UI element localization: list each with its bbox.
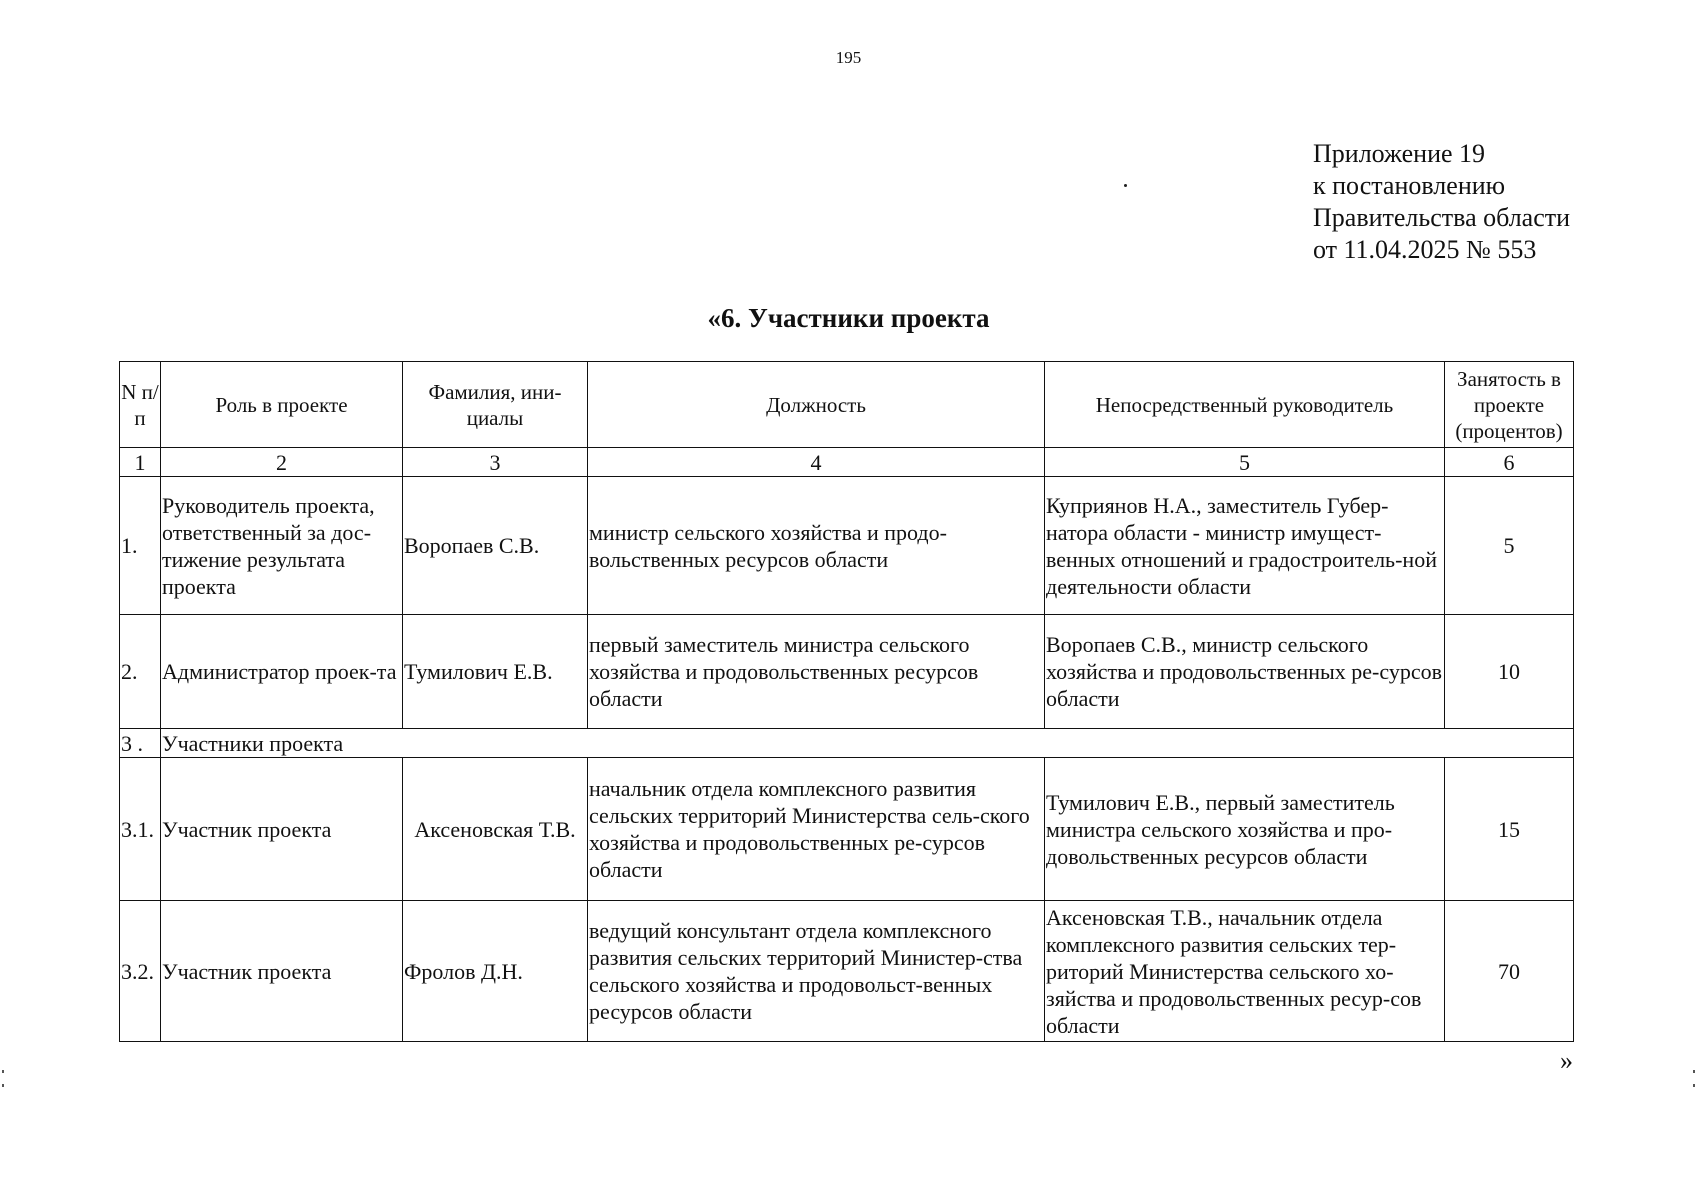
- row-manager: Куприянов Н.А., заместитель Губер-натора области - министр имущест-венных отношений и градостроитель-ной деятельности области: [1045, 477, 1445, 615]
- row-load: 10: [1445, 615, 1574, 729]
- appendix-line-2: к постановлению: [1313, 171, 1506, 200]
- row-role: Участник проекта: [161, 901, 403, 1042]
- row-num: 3.1.: [120, 758, 161, 901]
- row-name: Тумилович Е.В.: [403, 615, 588, 729]
- header-manager: Непосредственный руководитель: [1045, 362, 1445, 448]
- scan-dot: [1124, 184, 1127, 187]
- header-name: Фамилия, ини-циалы: [403, 362, 588, 448]
- appendix-line-4: от 11.04.2025 № 553: [1313, 235, 1537, 264]
- column-number: 1: [120, 448, 161, 477]
- column-number-row: [120, 448, 1574, 477]
- column-number: 2: [161, 448, 403, 477]
- row-role: Руководитель проекта, ответственный за дос-тижение результата проекта: [161, 477, 403, 615]
- closing-quote: »: [1560, 1046, 1573, 1075]
- column-number: 4: [588, 448, 1045, 477]
- column-number: 3: [403, 448, 588, 477]
- row-name: Воропаев С.В.: [403, 477, 588, 615]
- column-number: 5: [1045, 448, 1445, 477]
- row-role: Участник проекта: [161, 758, 403, 901]
- row-manager: Аксеновская Т.В., начальник отдела комплексного развития сельских тер-риторий Министерства сельского хо-зяйства и продовольственных ресур-сов области: [1045, 901, 1445, 1042]
- row-num: 1.: [120, 477, 161, 615]
- section-title: «6. Участники проекта: [707, 303, 990, 333]
- row-manager: Воропаев С.В., министр сельского хозяйства и продовольственных ре-сурсов области: [1045, 615, 1445, 729]
- row-position: начальник отдела комплексного развития сельских территорий Министерства сель-ского хозяйства и продовольственных ре-сурсов области: [588, 758, 1045, 901]
- scan-edge-mark: [2, 1084, 4, 1087]
- table-row: [120, 615, 1574, 729]
- row-position: первый заместитель министра сельского хозяйства и продовольственных ресурсов области: [588, 615, 1045, 729]
- participants-table: [119, 361, 1574, 1042]
- row-num: 2.: [120, 615, 161, 729]
- row-position: ведущий консультант отдела комплексного развития сельских территорий Министер-ства сельского хозяйства и продовольст-венных ресурсов области: [588, 901, 1045, 1042]
- page-number: 195: [835, 48, 862, 67]
- scan-edge-mark: [1693, 1070, 1695, 1073]
- appendix-line-3: Правительства области: [1313, 203, 1571, 232]
- scan-edge-mark: [2, 1070, 4, 1073]
- row-position: министр сельского хозяйства и продо-вольственных ресурсов области: [588, 477, 1045, 615]
- row-role: Администратор проек-та: [161, 615, 403, 729]
- table-row: [120, 901, 1574, 1042]
- row-load: 70: [1445, 901, 1574, 1042]
- table-row: [120, 758, 1574, 901]
- row-load: 5: [1445, 477, 1574, 615]
- row-manager: Тумилович Е.В., первый заместитель министра сельского хозяйства и про-довольственных ресурсов области: [1045, 758, 1445, 901]
- header-position: Должность: [588, 362, 1045, 448]
- table-row: [120, 477, 1574, 615]
- appendix-line-1: Приложение 19: [1313, 139, 1486, 168]
- row-name: Фролов Д.Н.: [403, 901, 588, 1042]
- column-number: 6: [1445, 448, 1574, 477]
- appendix-note: [1313, 138, 1570, 266]
- row-load: 15: [1445, 758, 1574, 901]
- group-label: Участники проекта: [161, 729, 1574, 758]
- header-role: Роль в проекте: [161, 362, 403, 448]
- group-row: [120, 729, 1574, 758]
- scan-edge-mark: [1693, 1084, 1695, 1087]
- row-name: Аксеновская Т.В.: [403, 758, 588, 901]
- table-header-row: [120, 362, 1574, 448]
- header-num: N п/п: [120, 362, 161, 448]
- group-num: 3 .: [120, 729, 161, 758]
- row-num: 3.2.: [120, 901, 161, 1042]
- header-load: Занятость в проекте (процентов): [1445, 362, 1574, 448]
